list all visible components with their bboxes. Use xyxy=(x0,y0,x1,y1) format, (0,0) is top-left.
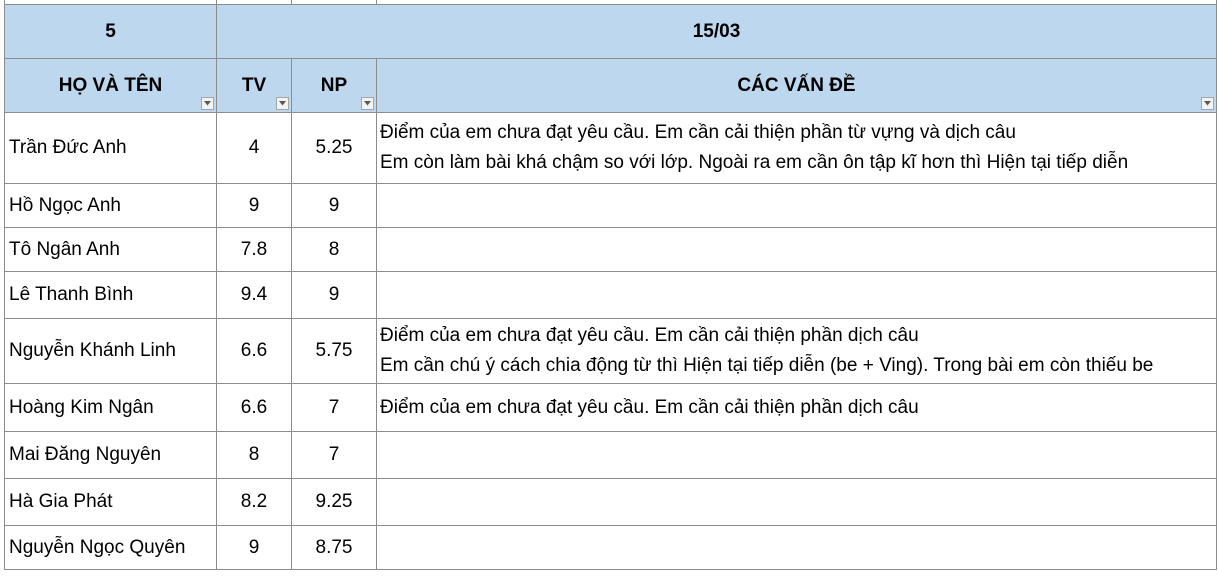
np-score-cell[interactable]: 9 xyxy=(292,184,377,228)
issue-line: Em cần chú ý cách chia động từ thì Hiện tại tiếp diễn (be + Ving). Trong bài em còn thiếu be xyxy=(380,355,1154,376)
issue-line: Điểm của em chưa đạt yêu cầu. Em cần cải thiện phần dịch câu xyxy=(380,325,919,346)
column-header-tv[interactable] xyxy=(217,59,292,113)
date-header-cell[interactable] xyxy=(217,5,1217,59)
column-header-name[interactable] xyxy=(5,59,217,113)
table-row xyxy=(5,384,1217,432)
student-name-cell[interactable]: Hà Gia Phát xyxy=(5,479,217,526)
tv-score-cell[interactable]: 7.8 xyxy=(217,228,292,272)
tv-score-cell[interactable]: 9.4 xyxy=(217,272,292,319)
tv-score-cell[interactable]: 6.6 xyxy=(217,384,292,432)
tv-score-cell[interactable]: 4 xyxy=(217,113,292,184)
chevron-down-icon xyxy=(204,101,211,106)
table-row xyxy=(5,228,1217,272)
table-row xyxy=(5,479,1217,526)
issue-line: Em còn làm bài khá chậm so với lớp. Ngoài ra em cần ôn tập kĩ hơn thì Hiện tại tiếp diễn xyxy=(380,152,1129,173)
tv-score-cell[interactable]: 6.6 xyxy=(217,319,292,384)
student-name-cell[interactable]: Tô Ngân Anh xyxy=(5,228,217,272)
filter-dropdown-name[interactable] xyxy=(201,97,214,110)
np-score-cell[interactable]: 8.75 xyxy=(292,526,377,570)
header-group-row xyxy=(5,5,1217,59)
student-name-cell[interactable]: Nguyễn Ngọc Quyên xyxy=(5,526,217,570)
column-header-issues-label: CÁC VẤN ĐỀ xyxy=(737,74,856,96)
table-row xyxy=(5,113,1217,184)
tv-score-cell[interactable]: 8 xyxy=(217,432,292,479)
column-header-tv-label: TV xyxy=(241,74,267,96)
issue-line: Điểm của em chưa đạt yêu cầu. Em cần cải thiện phần dịch câu xyxy=(380,396,919,418)
np-score-cell[interactable]: 8 xyxy=(292,228,377,272)
date-label: 15/03 xyxy=(692,20,741,42)
np-score-cell[interactable]: 5.25 xyxy=(292,113,377,184)
filter-dropdown-np[interactable] xyxy=(361,97,374,110)
student-name-cell[interactable]: Hoàng Kim Ngân xyxy=(5,384,217,432)
np-score-cell[interactable]: 9 xyxy=(292,272,377,319)
tv-score-cell[interactable]: 8.2 xyxy=(217,479,292,526)
spreadsheet-grid xyxy=(4,0,1218,570)
issues-cell[interactable] xyxy=(377,113,1217,184)
student-name-cell[interactable]: Nguyễn Khánh Linh xyxy=(5,319,217,384)
column-header-name-label: HỌ VÀ TÊN xyxy=(58,74,163,96)
tv-score-cell[interactable]: 9 xyxy=(217,184,292,228)
student-name-cell[interactable]: Hồ Ngọc Anh xyxy=(5,184,217,228)
filter-dropdown-tv[interactable] xyxy=(276,97,289,110)
issues-cell[interactable] xyxy=(377,319,1217,384)
issues-cell[interactable] xyxy=(377,526,1217,570)
student-name-cell[interactable]: Trần Đức Anh xyxy=(5,113,217,184)
table-row xyxy=(5,526,1217,570)
grades-table xyxy=(4,0,1217,570)
np-score-cell[interactable]: 5.75 xyxy=(292,319,377,384)
student-name-cell[interactable]: Mai Đăng Nguyên xyxy=(5,432,217,479)
issues-cell[interactable] xyxy=(377,432,1217,479)
table-row xyxy=(5,184,1217,228)
issues-cell[interactable] xyxy=(377,384,1217,432)
np-score-cell[interactable]: 7 xyxy=(292,432,377,479)
column-header-np-label: NP xyxy=(320,74,348,96)
table-row xyxy=(5,319,1217,384)
tv-score-cell[interactable]: 9 xyxy=(217,526,292,570)
column-header-row xyxy=(5,59,1217,113)
group-label: 5 xyxy=(105,20,116,42)
issue-line: Điểm của em chưa đạt yêu cầu. Em cần cải thiện phần từ vựng và dịch câu xyxy=(380,122,1016,143)
issues-cell[interactable] xyxy=(377,228,1217,272)
group-header-cell[interactable] xyxy=(5,5,217,59)
student-name-cell[interactable]: Lê Thanh Bình xyxy=(5,272,217,319)
chevron-down-icon xyxy=(1204,101,1211,106)
np-score-cell[interactable]: 9.25 xyxy=(292,479,377,526)
column-header-issues[interactable] xyxy=(377,59,1217,113)
np-score-cell[interactable]: 7 xyxy=(292,384,377,432)
table-row xyxy=(5,272,1217,319)
issues-cell[interactable] xyxy=(377,272,1217,319)
chevron-down-icon xyxy=(364,101,371,106)
chevron-down-icon xyxy=(279,101,286,106)
filter-dropdown-issues[interactable] xyxy=(1201,97,1214,110)
issues-cell[interactable] xyxy=(377,184,1217,228)
issues-cell[interactable] xyxy=(377,479,1217,526)
table-row xyxy=(5,432,1217,479)
column-header-np[interactable] xyxy=(292,59,377,113)
